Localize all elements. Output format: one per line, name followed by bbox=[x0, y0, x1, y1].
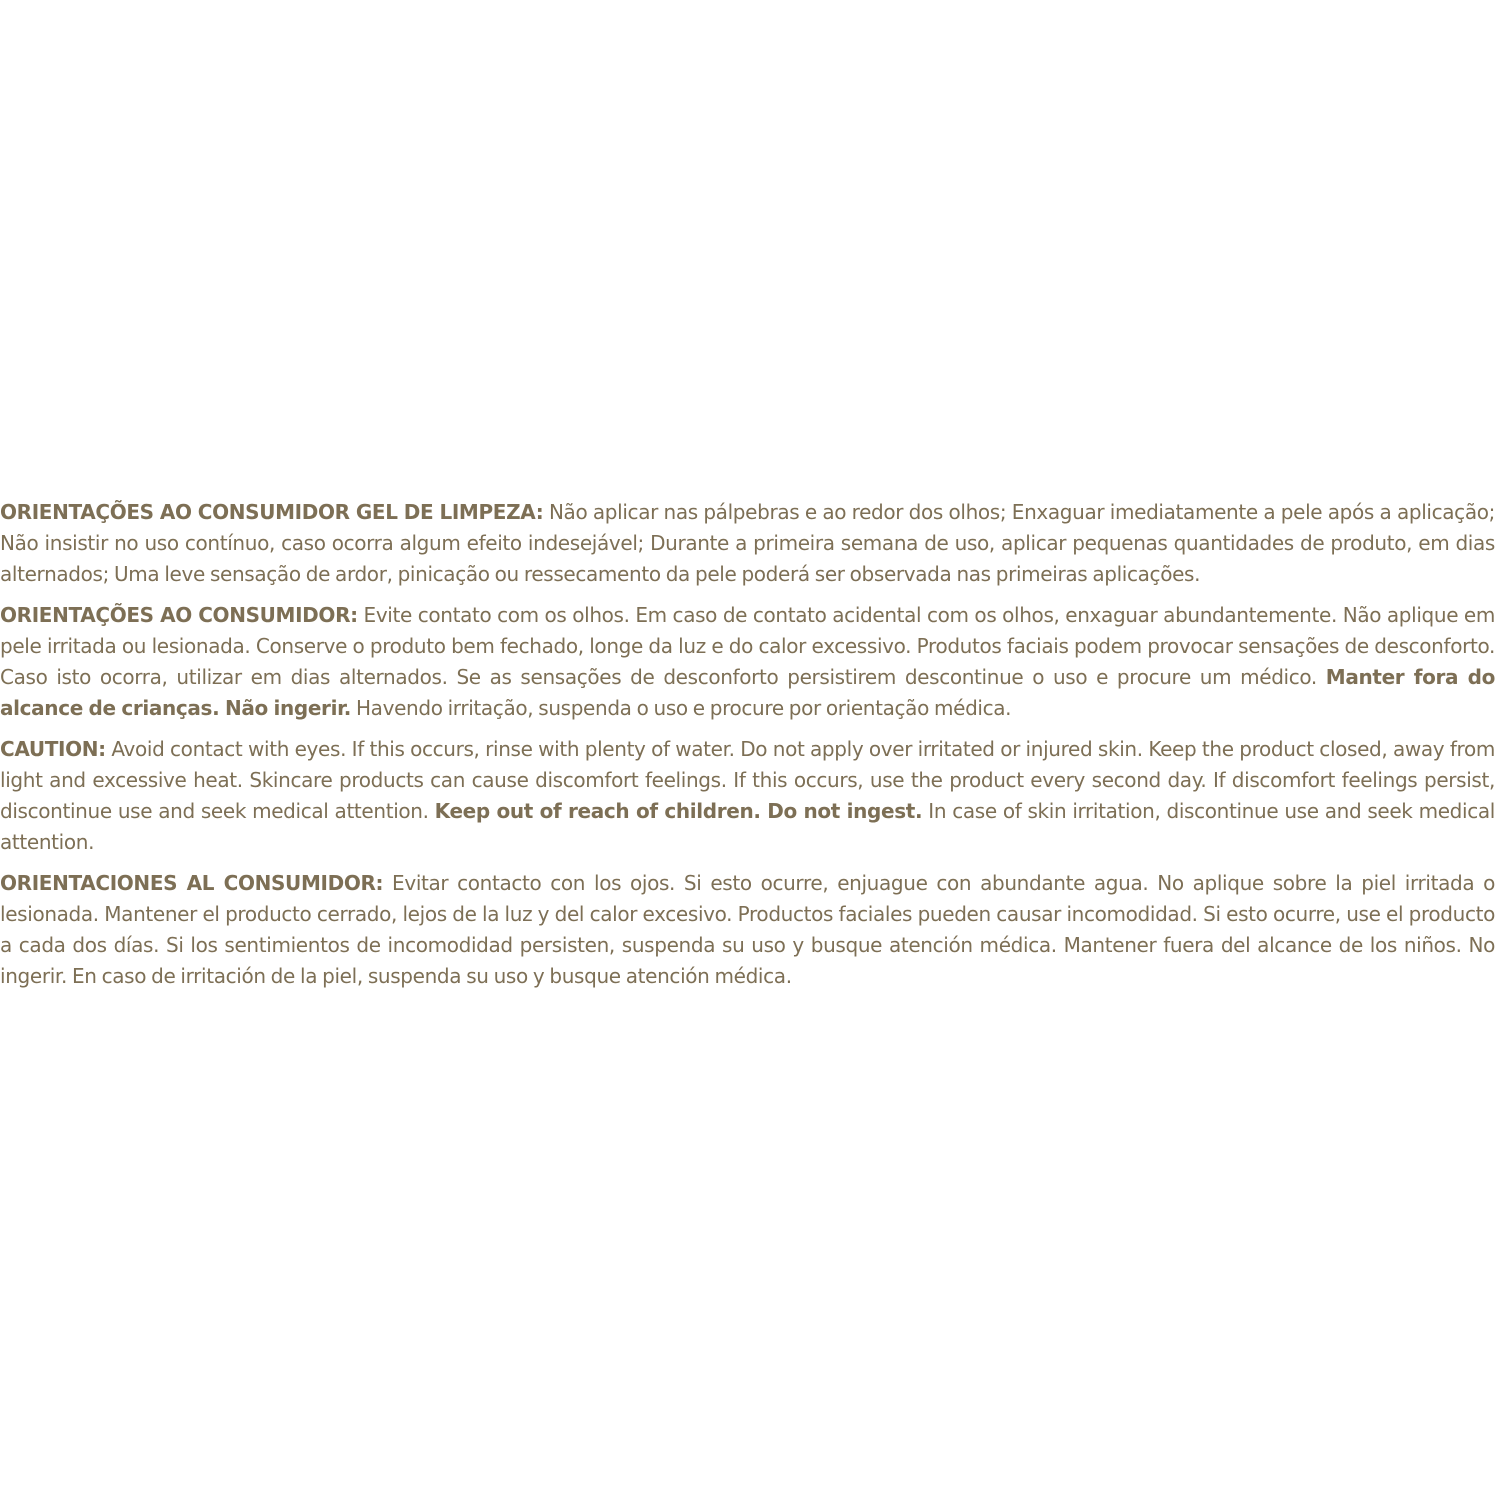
block-body-tail: Havendo irritação, suspenda o uso e procure por orientação médica. bbox=[350, 696, 1012, 720]
block-body: Não aplicar nas pálpebras e ao redor dos olhos; Enxaguar imediatamente a pele após a aplicação; Não insistir no uso contínuo, caso ocorra algum efeito indesejável; Durante a primeira semana de uso, aplicar pequenas quantidades de produto, em dias alternados; Uma leve sensação de ardor, pinicação ou ressecamento da pele poderá ser observada nas primeiras aplicações. bbox=[0, 500, 1495, 586]
block-body: Avoid contact with eyes. If this occurs, rinse with plenty of water. Do not apply over irritated or injured skin. Keep the product closed, away from light and excessive heat. Skincare products can cause discomfort feelings. If this occurs, use the product every second day. If discomfort feelings persist, discontinue use and seek medical attention. bbox=[0, 737, 1495, 823]
block-heading: CAUTION: bbox=[0, 737, 106, 761]
block-body: Evitar contacto con los ojos. Si esto ocurre, enjuague con abundante agua. No aplique sobre la piel irritada o lesionada. Mantener el producto cerrado, lejos de la luz y del calor excesivo. Productos faciales pueden causar incomodidad. Si esto ocurre, use el producto a cada dos días. Si los sentimientos de incomodidad persisten, suspenda su uso y busque atención médica. Mantener fuera del alcance de los niños. No ingerir. En caso de irritación de la piel, suspenda su uso y busque atención médica. bbox=[0, 871, 1495, 988]
block-heading: ORIENTACIONES AL CONSUMIDOR: bbox=[0, 871, 384, 895]
block-orientacoes-consumidor bbox=[0, 600, 1495, 724]
block-warning: Manter fora do alcance de crianças. Não ingerir. bbox=[0, 665, 1495, 720]
block-caution bbox=[0, 734, 1495, 858]
block-body-tail: In case of skin irritation, discontinue use and seek medical attention. bbox=[0, 799, 1495, 854]
block-heading: ORIENTAÇÕES AO CONSUMIDOR GEL DE LIMPEZA: bbox=[0, 500, 544, 524]
block-body: Evite contato com os olhos. Em caso de contato acidental com os olhos, enxaguar abundantemente. Não aplique em pele irritada ou lesionada. Conserve o produto bem fechado, longe da luz e do calor excessivo. Produtos faciais podem provocar sensações de desconforto. Caso isto ocorra, utilizar em dias alternados. Se as sensações de desconforto persistirem descontinue o uso e procure um médico. bbox=[0, 603, 1495, 689]
block-gel-de-limpeza bbox=[0, 497, 1495, 590]
block-orientaciones-consumidor bbox=[0, 868, 1495, 992]
block-heading: ORIENTAÇÕES AO CONSUMIDOR: bbox=[0, 603, 358, 627]
block-warning: Keep out of reach of children. Do not ingest. bbox=[434, 799, 923, 823]
label-text-container bbox=[0, 497, 1495, 1002]
